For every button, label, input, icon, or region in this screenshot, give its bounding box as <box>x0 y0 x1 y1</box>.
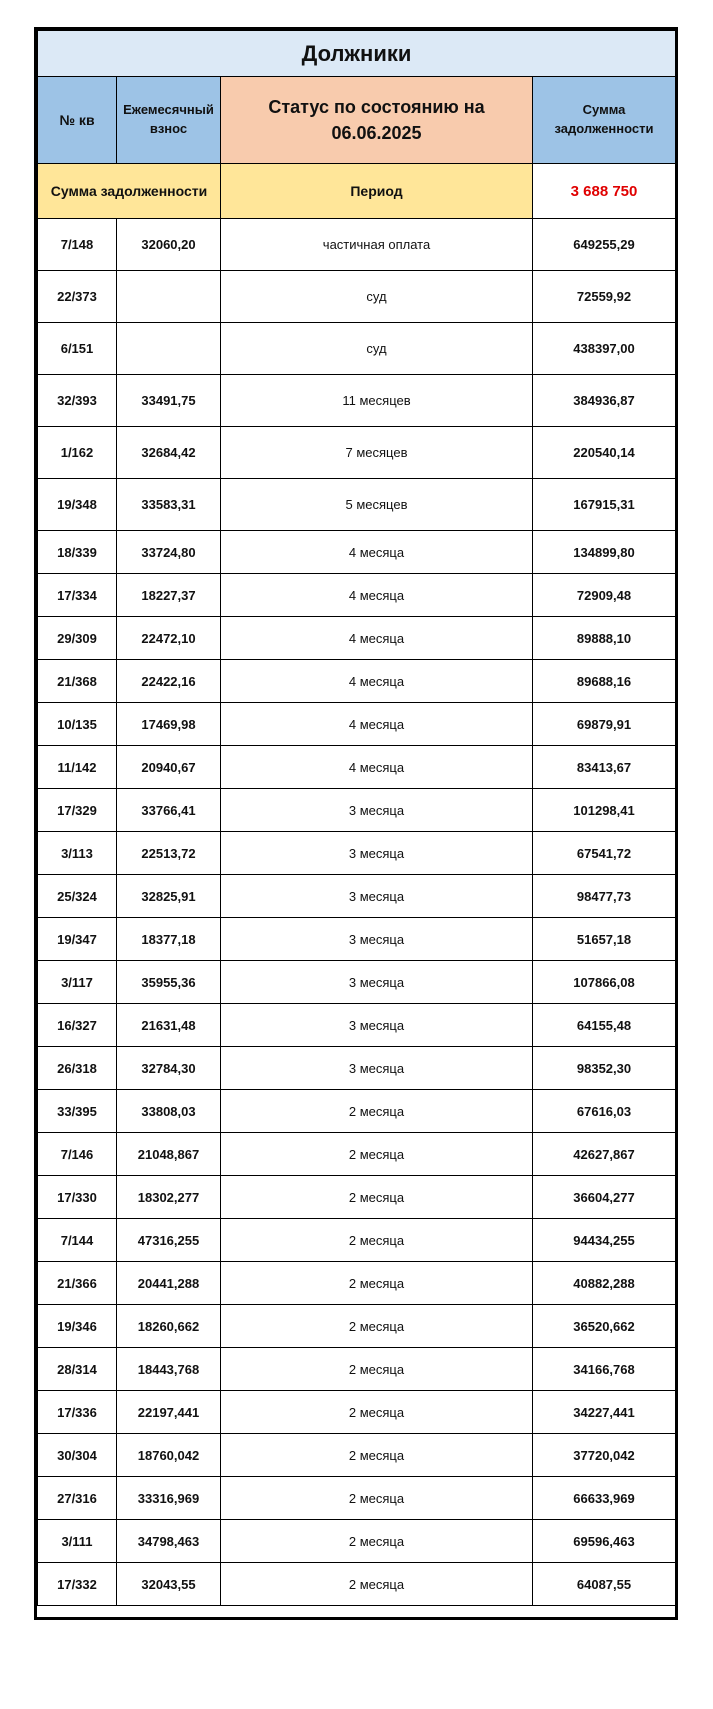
table-row <box>38 1563 676 1606</box>
table-row <box>38 789 676 832</box>
status-cell: 3 месяца <box>221 789 533 832</box>
monthly-fee-cell: 20441,288 <box>117 1262 221 1305</box>
status-cell: 3 месяца <box>221 832 533 875</box>
apartment-cell: 17/336 <box>38 1391 117 1434</box>
debt-cell: 34166,768 <box>533 1348 676 1391</box>
apartment-cell: 7/144 <box>38 1219 117 1262</box>
debt-cell: 107866,08 <box>533 961 676 1004</box>
debt-cell: 94434,255 <box>533 1219 676 1262</box>
monthly-fee-cell: 34798,463 <box>117 1520 221 1563</box>
apartment-cell: 30/304 <box>38 1434 117 1477</box>
apartment-cell: 21/368 <box>38 660 117 703</box>
table-row <box>38 479 676 531</box>
status-cell: 3 месяца <box>221 918 533 961</box>
apartment-cell: 17/329 <box>38 789 117 832</box>
apartment-cell: 3/117 <box>38 961 117 1004</box>
table-row <box>38 1434 676 1477</box>
status-cell: 2 месяца <box>221 1219 533 1262</box>
status-cell: 4 месяца <box>221 703 533 746</box>
status-cell: суд <box>221 323 533 375</box>
debt-cell: 72559,92 <box>533 271 676 323</box>
monthly-fee-cell: 33766,41 <box>117 789 221 832</box>
apartment-cell: 11/142 <box>38 746 117 789</box>
monthly-fee-cell: 18377,18 <box>117 918 221 961</box>
table-row <box>38 323 676 375</box>
table-row <box>38 375 676 427</box>
table-row <box>38 660 676 703</box>
debt-cell: 67616,03 <box>533 1090 676 1133</box>
table-row <box>38 1262 676 1305</box>
monthly-fee-cell: 17469,98 <box>117 703 221 746</box>
table-row <box>38 1219 676 1262</box>
status-cell: 11 месяцев <box>221 375 533 427</box>
monthly-fee-cell: 18443,768 <box>117 1348 221 1391</box>
apartment-cell: 25/324 <box>38 875 117 918</box>
table-row <box>38 875 676 918</box>
debt-cell: 34227,441 <box>533 1391 676 1434</box>
header-row <box>38 77 676 164</box>
apartment-cell: 22/373 <box>38 271 117 323</box>
status-cell: 7 месяцев <box>221 427 533 479</box>
table-row <box>38 219 676 271</box>
debt-cell: 67541,72 <box>533 832 676 875</box>
table-row <box>38 1520 676 1563</box>
monthly-fee-cell: 22472,10 <box>117 617 221 660</box>
apartment-cell: 29/309 <box>38 617 117 660</box>
status-cell: 4 месяца <box>221 746 533 789</box>
status-cell: 2 месяца <box>221 1305 533 1348</box>
debt-cell: 134899,80 <box>533 531 676 574</box>
summary-label: Сумма задолженности <box>38 164 221 219</box>
title-row <box>38 31 676 77</box>
monthly-fee-cell: 21631,48 <box>117 1004 221 1047</box>
debt-cell: 36520,662 <box>533 1305 676 1348</box>
status-cell: 4 месяца <box>221 660 533 703</box>
monthly-fee-cell: 32060,20 <box>117 219 221 271</box>
monthly-fee-cell: 18260,662 <box>117 1305 221 1348</box>
apartment-cell: 19/346 <box>38 1305 117 1348</box>
debt-cell: 89688,16 <box>533 660 676 703</box>
monthly-fee-cell: 32043,55 <box>117 1563 221 1606</box>
table-row <box>38 271 676 323</box>
apartment-cell: 26/318 <box>38 1047 117 1090</box>
summary-period: Период <box>221 164 533 219</box>
table-row <box>38 1348 676 1391</box>
debt-cell: 64155,48 <box>533 1004 676 1047</box>
status-cell: 3 месяца <box>221 1047 533 1090</box>
status-cell: 4 месяца <box>221 574 533 617</box>
apartment-cell: 10/135 <box>38 703 117 746</box>
apartment-cell: 18/339 <box>38 531 117 574</box>
table-row <box>38 746 676 789</box>
apartment-cell: 33/395 <box>38 1090 117 1133</box>
debt-cell: 64087,55 <box>533 1563 676 1606</box>
monthly-fee-cell <box>117 323 221 375</box>
debt-cell: 167915,31 <box>533 479 676 531</box>
table-row <box>38 961 676 1004</box>
debt-cell: 69879,91 <box>533 703 676 746</box>
table-row <box>38 1047 676 1090</box>
apartment-cell: 16/327 <box>38 1004 117 1047</box>
debt-cell: 69596,463 <box>533 1520 676 1563</box>
apartment-cell: 7/146 <box>38 1133 117 1176</box>
status-cell: 3 месяца <box>221 1004 533 1047</box>
debt-cell: 649255,29 <box>533 219 676 271</box>
debt-cell: 42627,867 <box>533 1133 676 1176</box>
apartment-cell: 17/334 <box>38 574 117 617</box>
monthly-fee-cell: 20940,67 <box>117 746 221 789</box>
apartment-cell: 3/113 <box>38 832 117 875</box>
apartment-cell: 3/111 <box>38 1520 117 1563</box>
table-row <box>38 617 676 660</box>
monthly-fee-cell: 22513,72 <box>117 832 221 875</box>
status-cell: 3 месяца <box>221 961 533 1004</box>
header-apartment: № кв <box>38 77 117 164</box>
monthly-fee-cell: 33808,03 <box>117 1090 221 1133</box>
table-row <box>38 1176 676 1219</box>
table-row <box>38 1391 676 1434</box>
status-cell: 4 месяца <box>221 617 533 660</box>
table-title: Должники <box>38 31 676 77</box>
debt-cell: 40882,288 <box>533 1262 676 1305</box>
debt-cell: 384936,87 <box>533 375 676 427</box>
status-cell: 3 месяца <box>221 875 533 918</box>
table-row <box>38 1305 676 1348</box>
monthly-fee-cell: 22197,441 <box>117 1391 221 1434</box>
status-cell: 2 месяца <box>221 1391 533 1434</box>
status-cell: 2 месяца <box>221 1090 533 1133</box>
monthly-fee-cell: 32684,42 <box>117 427 221 479</box>
summary-total: 3 688 750 <box>533 164 676 219</box>
monthly-fee-cell: 18760,042 <box>117 1434 221 1477</box>
monthly-fee-cell: 33583,31 <box>117 479 221 531</box>
monthly-fee-cell: 18227,37 <box>117 574 221 617</box>
status-cell: частичная оплата <box>221 219 533 271</box>
header-debt-amount: Сумма задолженности <box>533 77 676 164</box>
debt-cell: 83413,67 <box>533 746 676 789</box>
apartment-cell: 28/314 <box>38 1348 117 1391</box>
debt-cell: 51657,18 <box>533 918 676 961</box>
table-row <box>38 531 676 574</box>
header-status: Статус по состоянию на 06.06.2025 <box>221 77 533 164</box>
monthly-fee-cell: 18302,277 <box>117 1176 221 1219</box>
status-cell: 4 месяца <box>221 531 533 574</box>
table-row <box>38 1477 676 1520</box>
table-row <box>38 1133 676 1176</box>
apartment-cell: 17/330 <box>38 1176 117 1219</box>
apartment-cell: 6/151 <box>38 323 117 375</box>
debt-cell: 89888,10 <box>533 617 676 660</box>
debt-cell: 37720,042 <box>533 1434 676 1477</box>
monthly-fee-cell: 33724,80 <box>117 531 221 574</box>
apartment-cell: 7/148 <box>38 219 117 271</box>
monthly-fee-cell: 47316,255 <box>117 1219 221 1262</box>
table-row <box>38 832 676 875</box>
status-cell: 2 месяца <box>221 1262 533 1305</box>
monthly-fee-cell: 22422,16 <box>117 660 221 703</box>
apartment-cell: 1/162 <box>38 427 117 479</box>
debt-cell: 36604,277 <box>533 1176 676 1219</box>
status-cell: 5 месяцев <box>221 479 533 531</box>
summary-row <box>38 164 676 219</box>
status-cell: суд <box>221 271 533 323</box>
header-monthly-fee: Ежемесячный взнос <box>117 77 221 164</box>
apartment-cell: 27/316 <box>38 1477 117 1520</box>
status-cell: 2 месяца <box>221 1520 533 1563</box>
debtors-table-frame <box>34 27 678 1620</box>
status-cell: 2 месяца <box>221 1176 533 1219</box>
table-row <box>38 427 676 479</box>
apartment-cell: 17/332 <box>38 1563 117 1606</box>
apartment-cell: 19/347 <box>38 918 117 961</box>
debt-cell: 220540,14 <box>533 427 676 479</box>
monthly-fee-cell: 21048,867 <box>117 1133 221 1176</box>
apartment-cell: 32/393 <box>38 375 117 427</box>
debt-cell: 66633,969 <box>533 1477 676 1520</box>
status-cell: 2 месяца <box>221 1434 533 1477</box>
monthly-fee-cell: 32825,91 <box>117 875 221 918</box>
debt-cell: 98477,73 <box>533 875 676 918</box>
monthly-fee-cell: 32784,30 <box>117 1047 221 1090</box>
status-cell: 2 месяца <box>221 1563 533 1606</box>
debtors-table <box>37 30 676 1606</box>
debt-cell: 438397,00 <box>533 323 676 375</box>
monthly-fee-cell: 33316,969 <box>117 1477 221 1520</box>
table-row <box>38 1004 676 1047</box>
table-row <box>38 574 676 617</box>
monthly-fee-cell <box>117 271 221 323</box>
debt-cell: 72909,48 <box>533 574 676 617</box>
table-row <box>38 703 676 746</box>
status-cell: 2 месяца <box>221 1348 533 1391</box>
debt-cell: 101298,41 <box>533 789 676 832</box>
status-cell: 2 месяца <box>221 1133 533 1176</box>
debt-cell: 98352,30 <box>533 1047 676 1090</box>
apartment-cell: 19/348 <box>38 479 117 531</box>
status-cell: 2 месяца <box>221 1477 533 1520</box>
table-row <box>38 918 676 961</box>
apartment-cell: 21/366 <box>38 1262 117 1305</box>
table-row <box>38 1090 676 1133</box>
monthly-fee-cell: 35955,36 <box>117 961 221 1004</box>
monthly-fee-cell: 33491,75 <box>117 375 221 427</box>
